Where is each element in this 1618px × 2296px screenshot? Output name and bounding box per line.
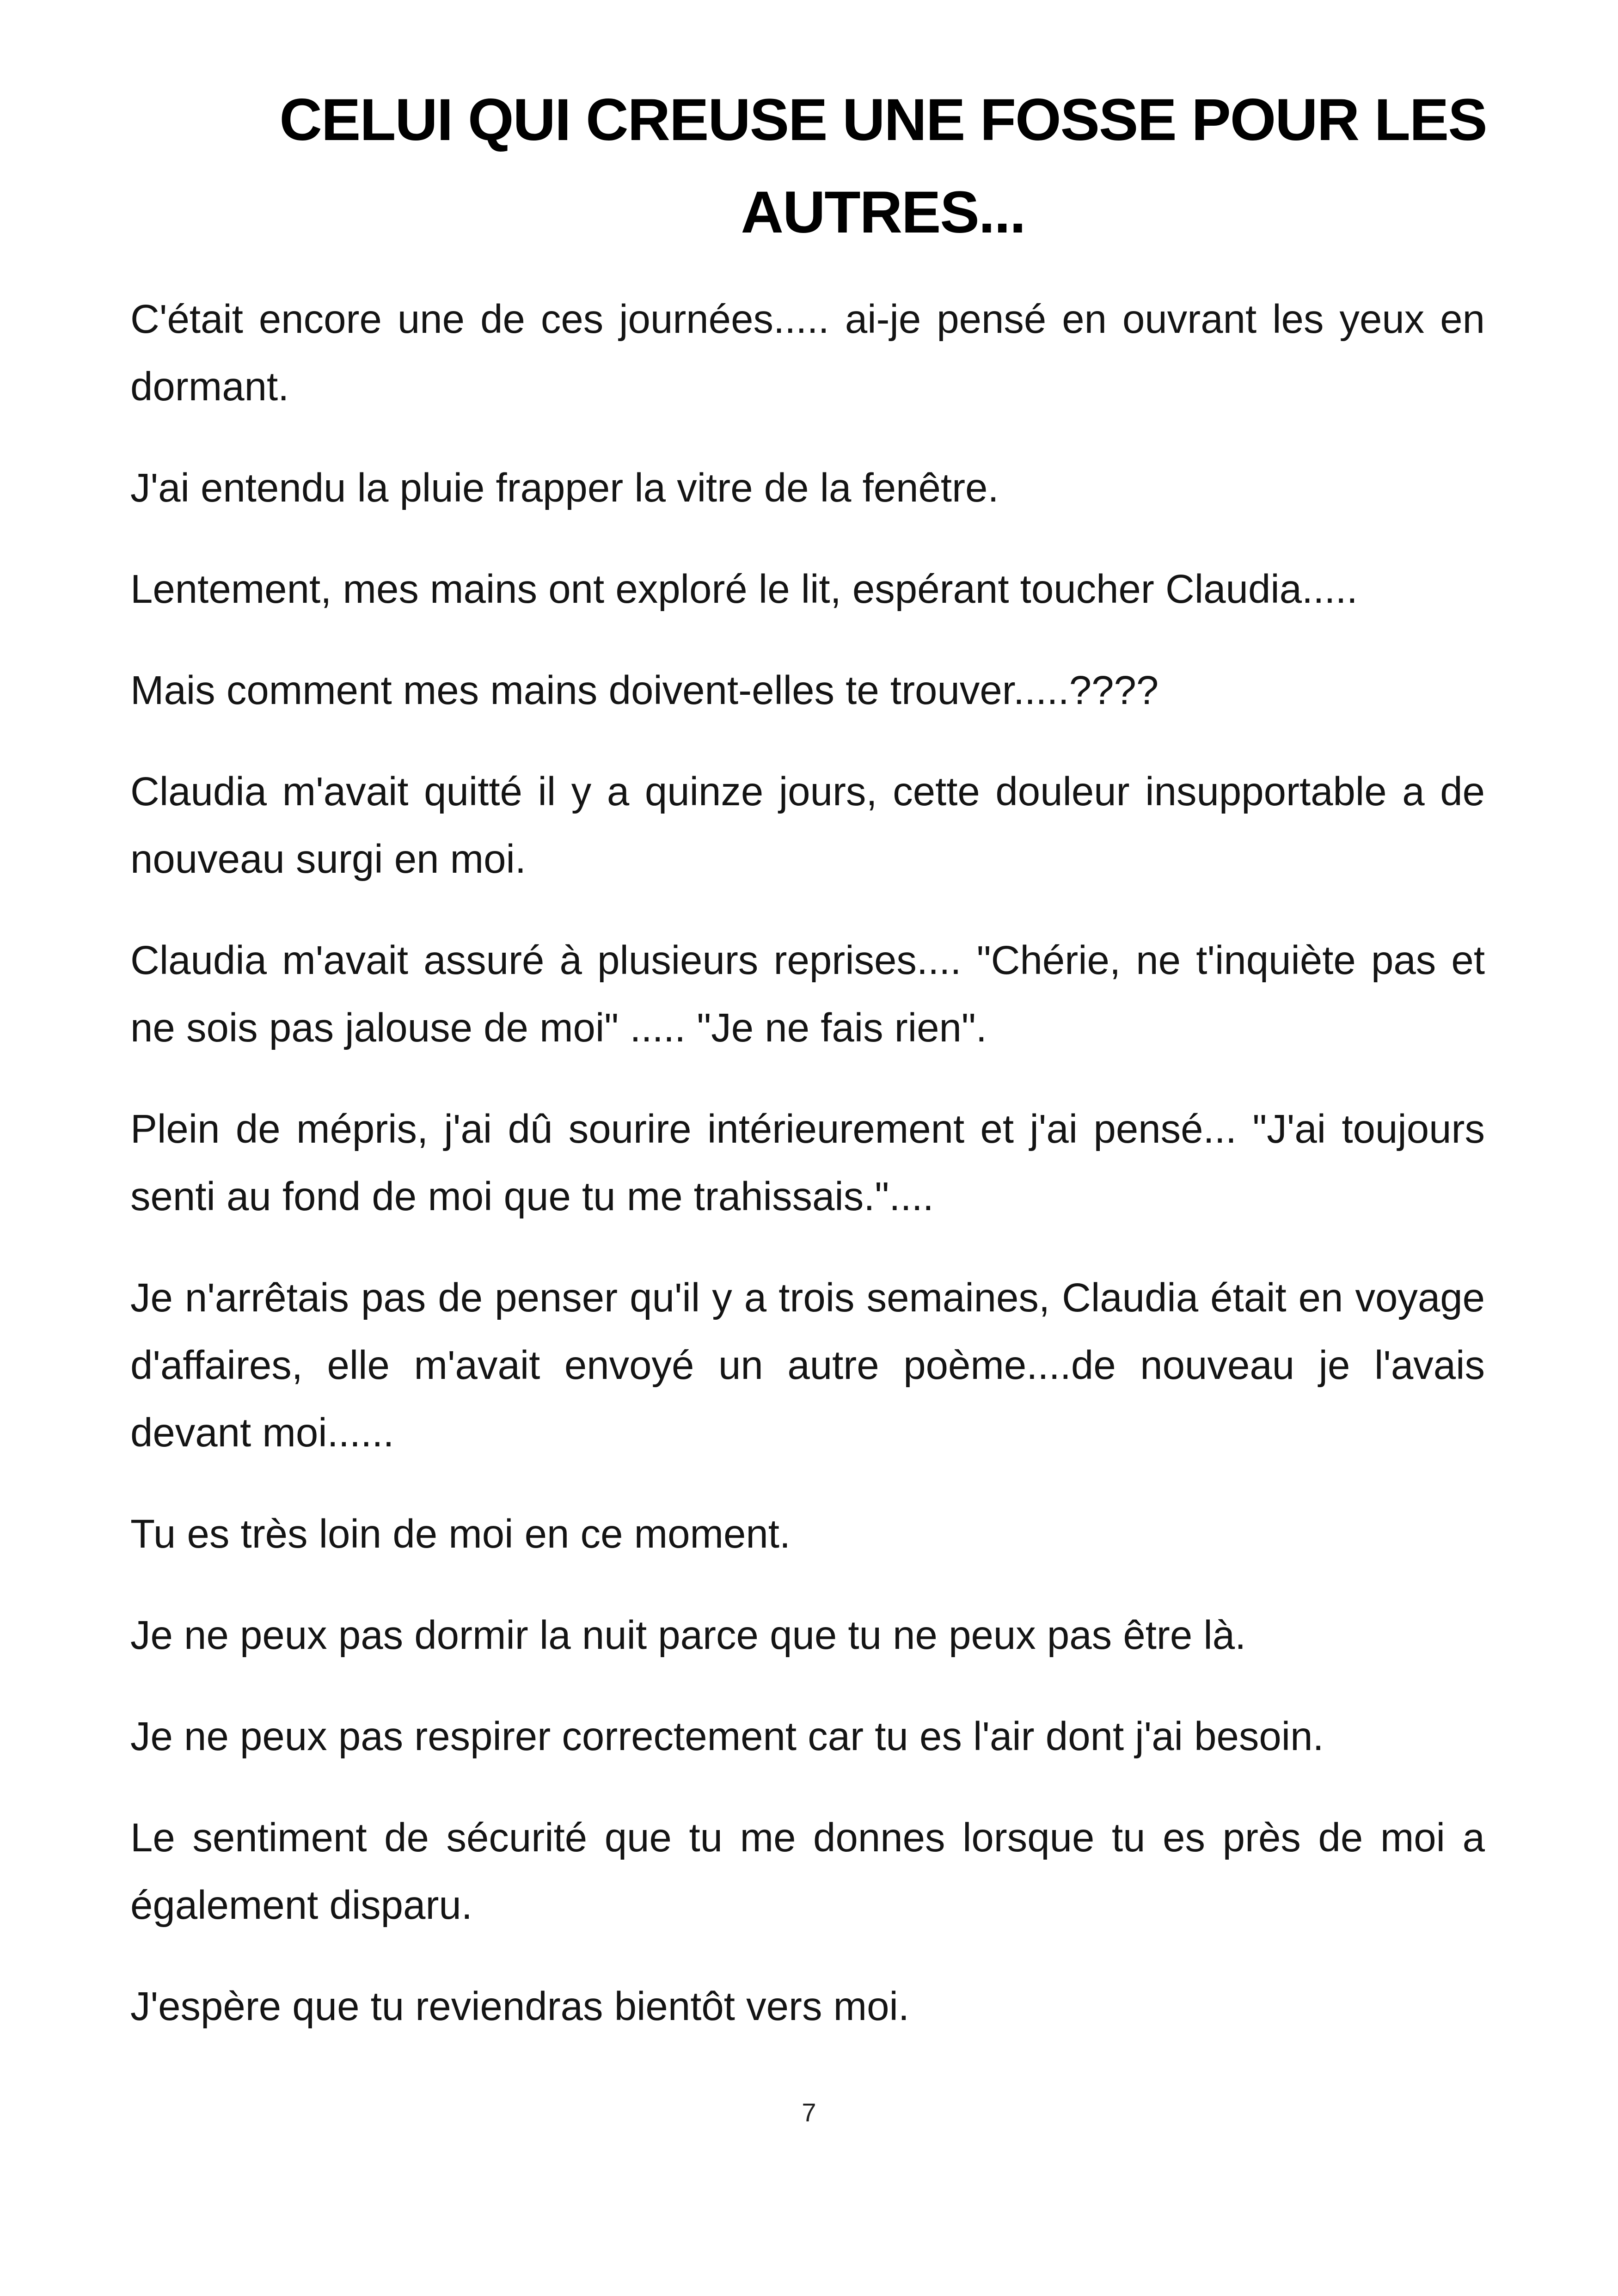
paragraph: Claudia m'avait assuré à plusieurs reprises.... "Chérie, ne t'inquiète pas et ne sois pas jalouse de moi" ..... "Je ne fais rien". <box>130 938 1485 1050</box>
title-line-1: CELUI QUI CREUSE UNE FOSSE POUR LES <box>279 87 1487 153</box>
paragraph: C'était encore une de ces journées..... ai-je pensé en ouvrant les yeux en dormant. <box>130 297 1485 409</box>
paragraph: J'ai entendu la pluie frapper la vitre de la fenêtre. <box>130 465 999 510</box>
paragraph: J'espère que tu reviendras bientôt vers moi. <box>130 1984 909 2029</box>
paragraph: Claudia m'avait quitté il y a quinze jours, cette douleur insupportable a de nouveau surgi en moi. <box>130 769 1485 882</box>
paragraph: Tu es très loin de moi en ce moment. <box>130 1512 791 1556</box>
paragraph: Je n'arrêtais pas de penser qu'il y a trois semaines, Claudia était en voyage d'affaires, elle m'avait envoyé un autre poème....de nouveau je l'avais devant moi...... <box>130 1275 1485 1455</box>
paragraph: Mais comment mes mains doivent-elles te trouver.....???? <box>130 668 1159 713</box>
paragraph: Lentement, mes mains ont exploré le lit, espérant toucher Claudia..... <box>130 567 1358 612</box>
paragraph: Je ne peux pas dormir la nuit parce que tu ne peux pas être là. <box>130 1613 1246 1658</box>
page-number: 7 <box>802 2098 816 2127</box>
paragraph: Le sentiment de sécurité que tu me donnes lorsque tu es près de moi a également disparu. <box>130 1815 1485 1928</box>
title-line-2: AUTRES... <box>741 179 1025 245</box>
paragraph: Plein de mépris, j'ai dû sourire intérieurement et j'ai pensé... "J'ai toujours senti au fond de moi que tu me trahissais.".... <box>130 1107 1485 1219</box>
body-text <box>130 286 1485 2074</box>
page-title <box>259 74 1507 259</box>
paragraph: Je ne peux pas respirer correctement car tu es l'air dont j'ai besoin. <box>130 1714 1324 1759</box>
